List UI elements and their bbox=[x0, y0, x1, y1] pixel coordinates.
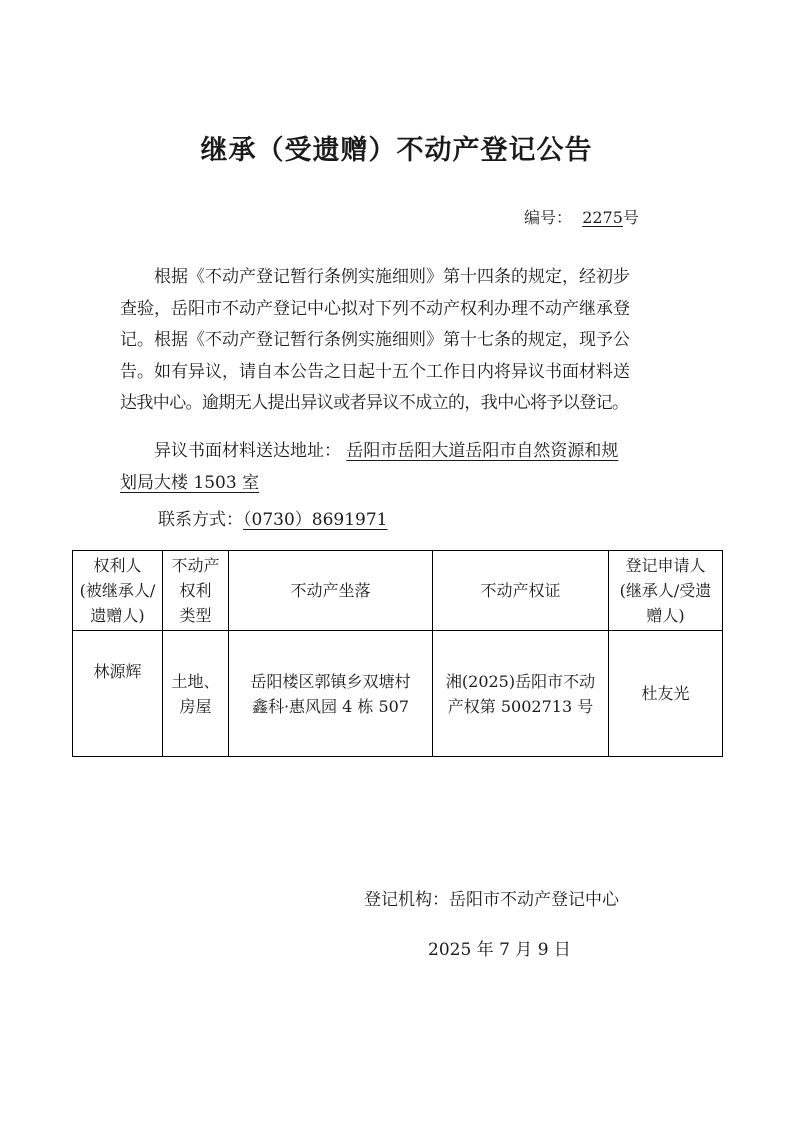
contact-label: 联系方式： bbox=[158, 510, 243, 530]
serial-suffix: 号 bbox=[622, 208, 639, 227]
contact-phone: （0730）8691971 bbox=[243, 510, 388, 530]
cell-right-type: 土地、 房屋 bbox=[163, 631, 229, 757]
body-line: 记。根据《不动产登记暂行条例实施细则》第十七条的规定，现予公 bbox=[120, 330, 630, 350]
header-applicant: 登记申请人 (继承人/受遗 赠人) bbox=[609, 551, 723, 631]
notice-date: 2025 年 7 月 9 日 bbox=[428, 940, 571, 960]
notice-body bbox=[120, 262, 675, 420]
address-value-line2: 划局大楼 1503 室 bbox=[120, 472, 260, 493]
contact-line bbox=[158, 505, 413, 530]
body-line: 查验，岳阳市不动产登记中心拟对下列不动产权利办理不动产继承登 bbox=[120, 298, 630, 319]
registration-table bbox=[72, 550, 723, 757]
header-location: 不动产坐落 bbox=[229, 551, 433, 631]
cell-applicant: 杜友光 bbox=[609, 631, 723, 757]
serial-number: 2275 bbox=[582, 208, 623, 227]
cell-location: 岳阳楼区郭镇乡双塘村 鑫科·惠风园 4 栋 507 bbox=[229, 631, 433, 757]
header-right-type: 不动产 权利 类型 bbox=[163, 551, 229, 631]
address-value-line1: 岳阳市岳阳大道岳阳市自然资源和规 bbox=[346, 441, 619, 461]
objection-address bbox=[120, 436, 675, 499]
cell-rights-holder: 林源辉 bbox=[73, 631, 163, 757]
address-label: 异议书面材料送达地址： bbox=[154, 441, 341, 461]
body-line: 根据《不动产登记暂行条例实施细则》第十四条的规定，经初步 bbox=[154, 267, 630, 287]
table-row bbox=[73, 631, 723, 757]
page-title: 继承（受遗赠）不动产登记公告 bbox=[200, 135, 593, 166]
serial-number-line bbox=[524, 205, 639, 228]
body-line: 达我中心。逾期无人提出异议或者异议不成立的，我中心将予以登记。 bbox=[120, 393, 629, 413]
body-line: 告。如有异议，请自本公告之日起十五个工作日内将异议书面材料送 bbox=[120, 361, 630, 382]
serial-label: 编号： bbox=[524, 208, 573, 227]
cell-certificate: 湘(2025)岳阳市不动 产权第 5002713 号 bbox=[433, 631, 609, 757]
header-rights-holder: 权利人 (被继承人/ 遗赠人) bbox=[73, 551, 163, 631]
header-certificate: 不动产权证 bbox=[433, 551, 609, 631]
registration-authority: 登记机构：岳阳市不动产登记中心 bbox=[364, 890, 619, 910]
table-header-row bbox=[73, 551, 723, 631]
